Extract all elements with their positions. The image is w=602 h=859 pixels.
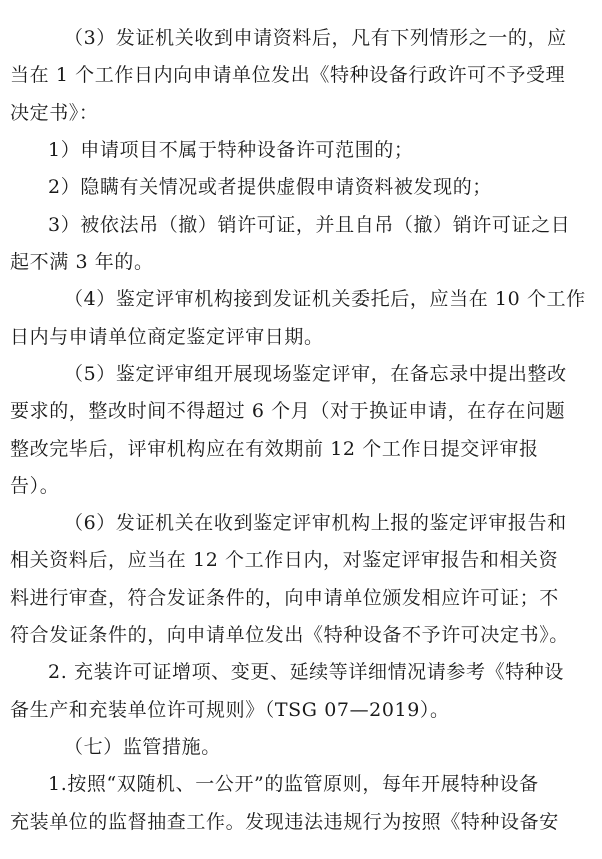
text-line: 相关资料后，应当在 12 个工作日内，对鉴定评审报告和相关资	[10, 549, 559, 571]
text-line: 告）。	[10, 475, 60, 497]
text-line: 充装单位的监督抽查工作。发现违法违规行为按照《特种设备安	[10, 811, 559, 833]
text-line: 起不满 3 年的。	[10, 251, 154, 273]
text-line: （七）监管措施。	[64, 736, 221, 758]
text-line: 2）隐瞒有关情况或者提供虚假申请资料被发现的；	[48, 176, 492, 198]
text-line: 决定书》：	[10, 102, 99, 124]
text-line: 符合发证条件的，向申请单位发出《特种设备不予许可决定书》。	[10, 624, 569, 646]
text-line: 要求的，整改时间不得超过 6 个月（对于换证申请，在存在问题	[10, 400, 566, 422]
text-line: 1.按照“双随机、一公开”的监管原则，每年开展特种设备	[48, 773, 539, 795]
text-line: 1）申请项目不属于特种设备许可范围的；	[48, 139, 414, 161]
text-line: （5）鉴定评审组开展现场鉴定评审，在备忘录中提出整改	[64, 363, 567, 385]
text-line: 2. 充装许可证增项、变更、延续等详细情况请参考《特种设	[48, 661, 564, 683]
text-line: 料进行审查，符合发证条件的，向申请单位颁发相应许可证；不	[10, 587, 559, 609]
text-line: 备生产和充装单位许可规则》（TSG 07—2019）。	[10, 699, 450, 721]
text-line: （6）发证机关在收到鉴定评审机构上报的鉴定评审报告和	[64, 512, 567, 534]
text-line: （3）发证机关收到申请资料后，凡有下列情形之一的，应	[64, 27, 567, 49]
text-line: 整改完毕后，评审机构应在有效期前 12 个工作日提交评审报	[10, 438, 539, 460]
text-line: 当在 1 个工作日内向申请单位发出《特种设备行政许可不予受理	[10, 64, 566, 86]
text-line: 3）被依法吊（撤）销许可证，并且自吊（撤）销许可证之日	[48, 214, 571, 236]
text-line: （4）鉴定评审机构接到发证机关委托后，应当在 10 个工作	[64, 288, 586, 310]
text-line: 日内与申请单位商定鉴定评审日期。	[10, 326, 324, 348]
